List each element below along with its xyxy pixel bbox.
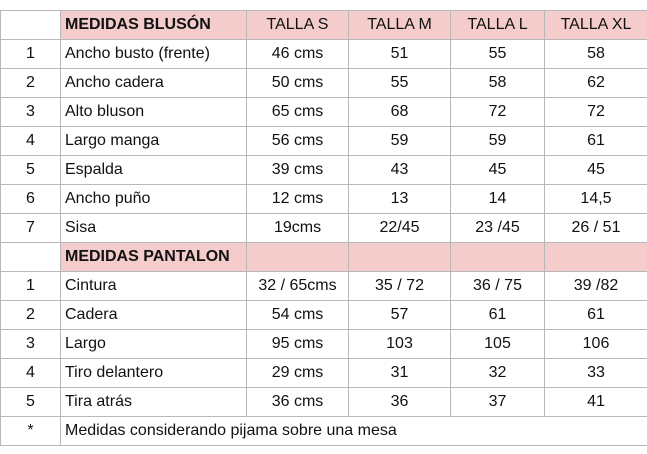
value-talla-s: 46 cms [247,40,349,69]
value-talla-m: 51 [349,40,451,69]
value-talla-l: 37 [451,388,545,417]
row-number: 4 [1,127,61,156]
size-chart-body [1,11,647,446]
measure-label: Ancho cadera [61,69,247,98]
value-talla-s: 32 / 65cms [247,272,349,301]
pants-header-blank [349,243,451,272]
pants-row [1,359,647,388]
value-talla-xl: 62 [545,69,647,98]
blouse-row [1,214,647,243]
pants-row [1,330,647,359]
pants-header-blank [451,243,545,272]
pants-header-blank [247,243,349,272]
blouse-row [1,98,647,127]
value-talla-xl: 14,5 [545,185,647,214]
blouse-row [1,40,647,69]
pants-section-title: MEDIDAS PANTALON [61,243,247,272]
value-talla-m: 13 [349,185,451,214]
value-talla-m: 31 [349,359,451,388]
measure-label: Cintura [61,272,247,301]
blouse-row [1,127,647,156]
row-number: 7 [1,214,61,243]
value-talla-m: 35 / 72 [349,272,451,301]
value-talla-s: 54 cms [247,301,349,330]
measure-label: Largo manga [61,127,247,156]
pants-header-blank [545,243,647,272]
value-talla-l: 59 [451,127,545,156]
measure-label: Tiro delantero [61,359,247,388]
value-talla-m: 22/45 [349,214,451,243]
value-talla-m: 68 [349,98,451,127]
value-talla-xl: 33 [545,359,647,388]
value-talla-xl: 106 [545,330,647,359]
value-talla-xl: 61 [545,301,647,330]
value-talla-l: 36 / 75 [451,272,545,301]
value-talla-l: 72 [451,98,545,127]
note-text: Medidas considerando pijama sobre una mesa [61,417,647,446]
value-talla-xl: 41 [545,388,647,417]
size-header-s: TALLA S [247,11,349,40]
size-header-l: TALLA L [451,11,545,40]
row-number: 2 [1,69,61,98]
value-talla-s: 56 cms [247,127,349,156]
value-talla-l: 58 [451,69,545,98]
size-header-xl: TALLA XL [545,11,647,40]
value-talla-xl: 61 [545,127,647,156]
pants-corner-cell [1,243,61,272]
value-talla-s: 29 cms [247,359,349,388]
value-talla-xl: 26 / 51 [545,214,647,243]
blouse-row [1,156,647,185]
value-talla-s: 12 cms [247,185,349,214]
size-header-m: TALLA M [349,11,451,40]
value-talla-m: 59 [349,127,451,156]
value-talla-l: 32 [451,359,545,388]
value-talla-l: 55 [451,40,545,69]
measure-label: Largo [61,330,247,359]
pants-row [1,272,647,301]
row-number: 1 [1,272,61,301]
size-chart-table [0,10,647,446]
value-talla-l: 61 [451,301,545,330]
row-number: 2 [1,301,61,330]
row-number: 3 [1,330,61,359]
row-number: 3 [1,98,61,127]
pants-row [1,301,647,330]
blouse-section-title: MEDIDAS BLUSÓN [61,11,247,40]
value-talla-m: 55 [349,69,451,98]
measure-label: Espalda [61,156,247,185]
value-talla-xl: 45 [545,156,647,185]
value-talla-l: 45 [451,156,545,185]
measure-label: Sisa [61,214,247,243]
row-number: 1 [1,40,61,69]
blouse-row [1,185,647,214]
value-talla-s: 36 cms [247,388,349,417]
value-talla-m: 43 [349,156,451,185]
row-number: 6 [1,185,61,214]
value-talla-xl: 58 [545,40,647,69]
note-marker: * [1,417,61,446]
value-talla-m: 57 [349,301,451,330]
note-row [1,417,647,446]
value-talla-xl: 39 /82 [545,272,647,301]
blouse-row [1,69,647,98]
value-talla-l: 23 /45 [451,214,545,243]
measure-label: Tira atrás [61,388,247,417]
value-talla-xl: 72 [545,98,647,127]
value-talla-l: 105 [451,330,545,359]
row-number: 4 [1,359,61,388]
measure-label: Ancho busto (frente) [61,40,247,69]
blouse-header-row [1,11,647,40]
measure-label: Cadera [61,301,247,330]
value-talla-s: 50 cms [247,69,349,98]
value-talla-m: 36 [349,388,451,417]
pants-row [1,388,647,417]
pants-header-row [1,243,647,272]
row-number: 5 [1,156,61,185]
value-talla-s: 19cms [247,214,349,243]
measure-label: Ancho puño [61,185,247,214]
row-number: 5 [1,388,61,417]
measure-label: Alto bluson [61,98,247,127]
value-talla-s: 39 cms [247,156,349,185]
value-talla-s: 65 cms [247,98,349,127]
value-talla-l: 14 [451,185,545,214]
header-corner-cell [1,11,61,40]
value-talla-s: 95 cms [247,330,349,359]
value-talla-m: 103 [349,330,451,359]
